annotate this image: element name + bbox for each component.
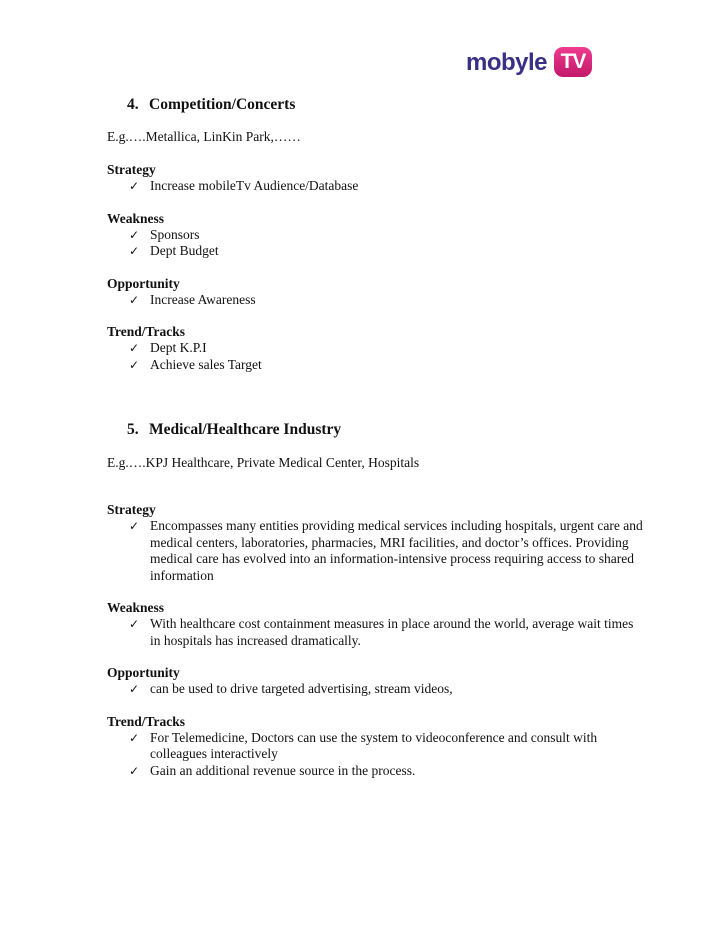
list-item	[125, 518, 647, 584]
section-number: 5.	[127, 421, 139, 438]
section-title	[127, 95, 647, 115]
checkmark-icon: ✓	[129, 292, 140, 307]
list-item-text: Dept K.P.I	[150, 340, 207, 355]
group-trends	[107, 323, 647, 373]
list-item-text: Dept Budget	[150, 243, 219, 258]
group-trends	[107, 713, 647, 780]
section-example: E.g.….KPJ Healthcare, Private Medical Center, Hospitals	[107, 455, 420, 470]
group-strategy	[107, 501, 647, 584]
group-weakness	[107, 210, 647, 260]
list-item	[125, 292, 647, 309]
list-item-text: Increase Awareness	[150, 291, 256, 307]
checkmark-icon: ✓	[129, 357, 140, 372]
list-item	[125, 178, 647, 195]
group-label: Trend/Tracks	[107, 713, 186, 729]
mobyletv-logo	[466, 47, 596, 79]
list-item-text: can be used to drive targeted advertising, stream videos,	[150, 681, 453, 696]
list-item-text: Encompasses many entities providing medical services including hospitals, urgent care and medical centers, laboratories, pharmacies, MRI facilities, and doctor’s offices. Providing medical care has evolved into an information-intensive process requiring access to shared information	[150, 518, 643, 583]
section-example: E.g.….Metallica, LinKin Park,……	[107, 129, 301, 144]
group-weakness	[107, 599, 647, 649]
logo-tv-badge: TV	[554, 47, 592, 77]
list-item-text: With healthcare cost containment measures in place around the world, average wait times in hospitals has increased dramatically.	[150, 616, 634, 648]
list-item	[125, 243, 647, 260]
group-label: Strategy	[107, 162, 156, 177]
group-label: Weakness	[107, 600, 165, 615]
section-competition	[107, 95, 647, 373]
logo-wordmark: mobyle	[466, 49, 548, 76]
list-item-text: Sponsors	[150, 226, 200, 242]
group-label: Opportunity	[107, 275, 180, 291]
list-item	[125, 340, 647, 357]
list-item-text: Achieve sales Target	[150, 356, 262, 372]
checkmark-icon: ✓	[129, 617, 140, 631]
group-label: Weakness	[107, 210, 165, 226]
group-label: Opportunity	[107, 665, 180, 680]
group-opportunity	[107, 275, 647, 309]
checkmark-icon: ✓	[129, 244, 140, 258]
section-title-text: Medical/Healthcare Industry	[149, 421, 342, 438]
checkmark-icon: ✓	[129, 519, 140, 533]
list-item	[125, 730, 647, 763]
checkmark-icon: ✓	[129, 763, 140, 778]
list-item	[125, 763, 647, 780]
list-item-text: Gain an additional revenue source in the process.	[150, 762, 416, 778]
section-number: 4.	[127, 96, 139, 113]
section-title	[127, 420, 647, 440]
list-item	[125, 357, 647, 374]
group-opportunity	[107, 664, 647, 698]
document-body	[107, 95, 647, 779]
list-item	[125, 681, 647, 698]
section-title-text: Competition/Concerts	[149, 96, 296, 113]
list-item-text: Increase mobileTv Audience/Database	[150, 178, 359, 193]
group-strategy	[107, 161, 647, 195]
checkmark-icon: ✓	[129, 227, 140, 242]
checkmark-icon: ✓	[129, 682, 140, 696]
group-label: Trend/Tracks	[107, 324, 186, 339]
list-item-text: For Telemedicine, Doctors can use the system to videoconference and consult with colleagues interactively	[150, 729, 598, 761]
list-item	[125, 227, 647, 244]
group-label: Strategy	[107, 502, 156, 517]
section-medical	[107, 420, 647, 779]
checkmark-icon: ✓	[129, 730, 140, 745]
list-item	[125, 616, 647, 649]
checkmark-icon: ✓	[129, 179, 140, 193]
checkmark-icon: ✓	[129, 341, 140, 355]
